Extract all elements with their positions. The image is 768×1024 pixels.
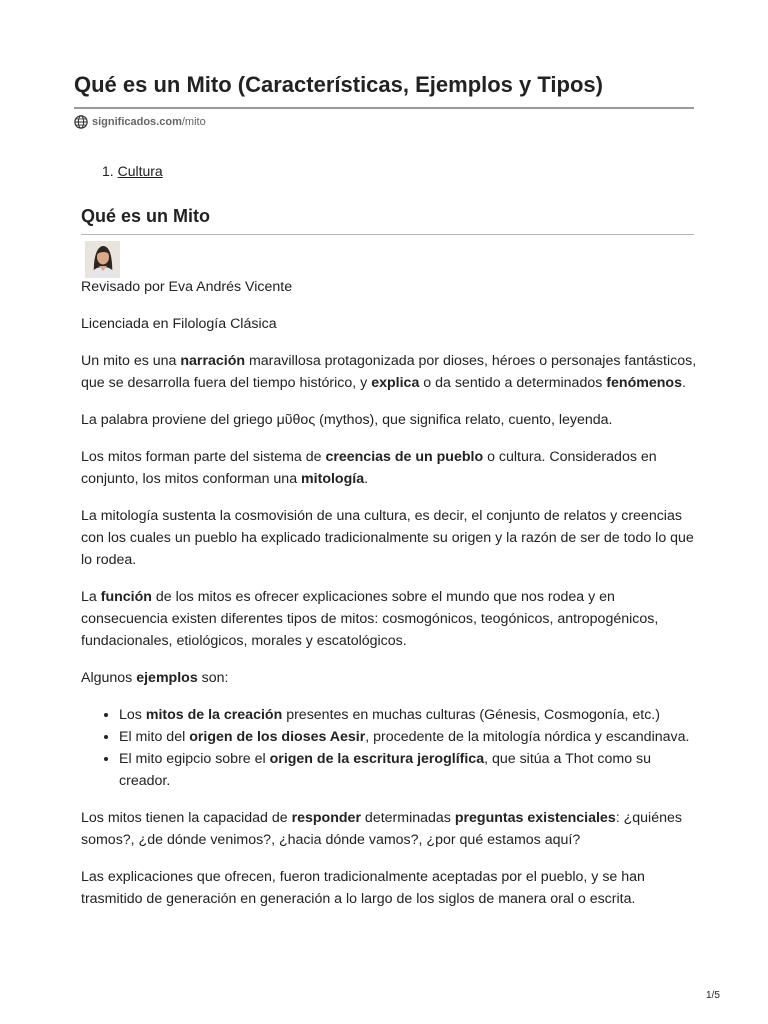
author-reviewed-by: Revisado por Eva Andrés Vicente xyxy=(81,279,293,295)
list-item: • El mito del origen de los dioses Aesir, procedente de la mitología nórdica y escandinava. xyxy=(119,726,699,748)
title-divider xyxy=(74,107,694,109)
examples-list xyxy=(81,704,699,792)
paragraph-3: Los mitos forman parte del sistema de creencias de un pueblo o cultura. Considerados en conjunto, los mitos conforman una mitología. xyxy=(81,449,657,487)
breadcrumb-link-cultura[interactable]: Cultura xyxy=(117,163,163,179)
heading-divider xyxy=(81,234,694,235)
paragraph-1: Un mito es una narración maravillosa protagonizada por dioses, héroes o personajes fantásticos, que se desarrolla fuera del tiempo histórico, y explica o da sentido a determinados fenómenos. xyxy=(81,353,697,391)
paragraph-4: La mitología sustenta la cosmovisión de una cultura, es decir, el conjunto de relatos y creencias con los cuales un pueblo ha explicado tradicionalmente su origen y la razón de ser de todo lo que lo rodea. xyxy=(81,508,694,568)
breadcrumb-number: 1. xyxy=(102,163,114,179)
source-path[interactable]: /mito xyxy=(181,116,206,128)
section-heading: Qué es un Mito xyxy=(81,206,211,226)
source-line xyxy=(74,114,206,130)
list-item: • El mito egipcio sobre el origen de la escritura jeroglífica, que sitúa a Thot como su creador. xyxy=(119,748,699,792)
paragraph-5: La función de los mitos es ofrecer explicaciones sobre el mundo que nos rodea y en consecuencia existen diferentes tipos de mitos: cosmogónicos, teogónicos, antropogénicos, fundacionales, etiológicos, morales y escatológicos. xyxy=(81,589,659,649)
author-avatar xyxy=(85,241,120,278)
list-item: • Los mitos de la creación presentes en muchas culturas (Génesis, Cosmogonía, etc.) xyxy=(119,704,699,726)
author-credential: Licenciada en Filología Clásica xyxy=(81,316,277,332)
breadcrumb xyxy=(102,161,163,181)
page-title: Qué es un Mito (Características, Ejemplos y Tipos) xyxy=(74,72,603,97)
source-domain[interactable]: significados.com xyxy=(92,116,182,128)
page-number: 1/5 xyxy=(706,990,720,1001)
paragraph-2: La palabra proviene del griego μῦθος (mythos), que significa relato, cuento, leyenda. xyxy=(81,412,613,428)
paragraph-8: Las explicaciones que ofrecen, fueron tradicionalmente aceptadas por el pueblo, y se han trasmitido de generación en generación a lo largo de los siglos de manera oral o escrita. xyxy=(81,869,645,907)
paragraph-7: Los mitos tienen la capacidad de responder determinadas preguntas existenciales: ¿quiénes somos?, ¿de dónde venimos?, ¿hacia dónde vamos?, ¿por qué estamos aquí? xyxy=(81,810,682,848)
paragraph-6: Algunos ejemplos son: xyxy=(81,670,229,686)
article-body xyxy=(81,276,699,925)
globe-icon xyxy=(74,115,88,129)
